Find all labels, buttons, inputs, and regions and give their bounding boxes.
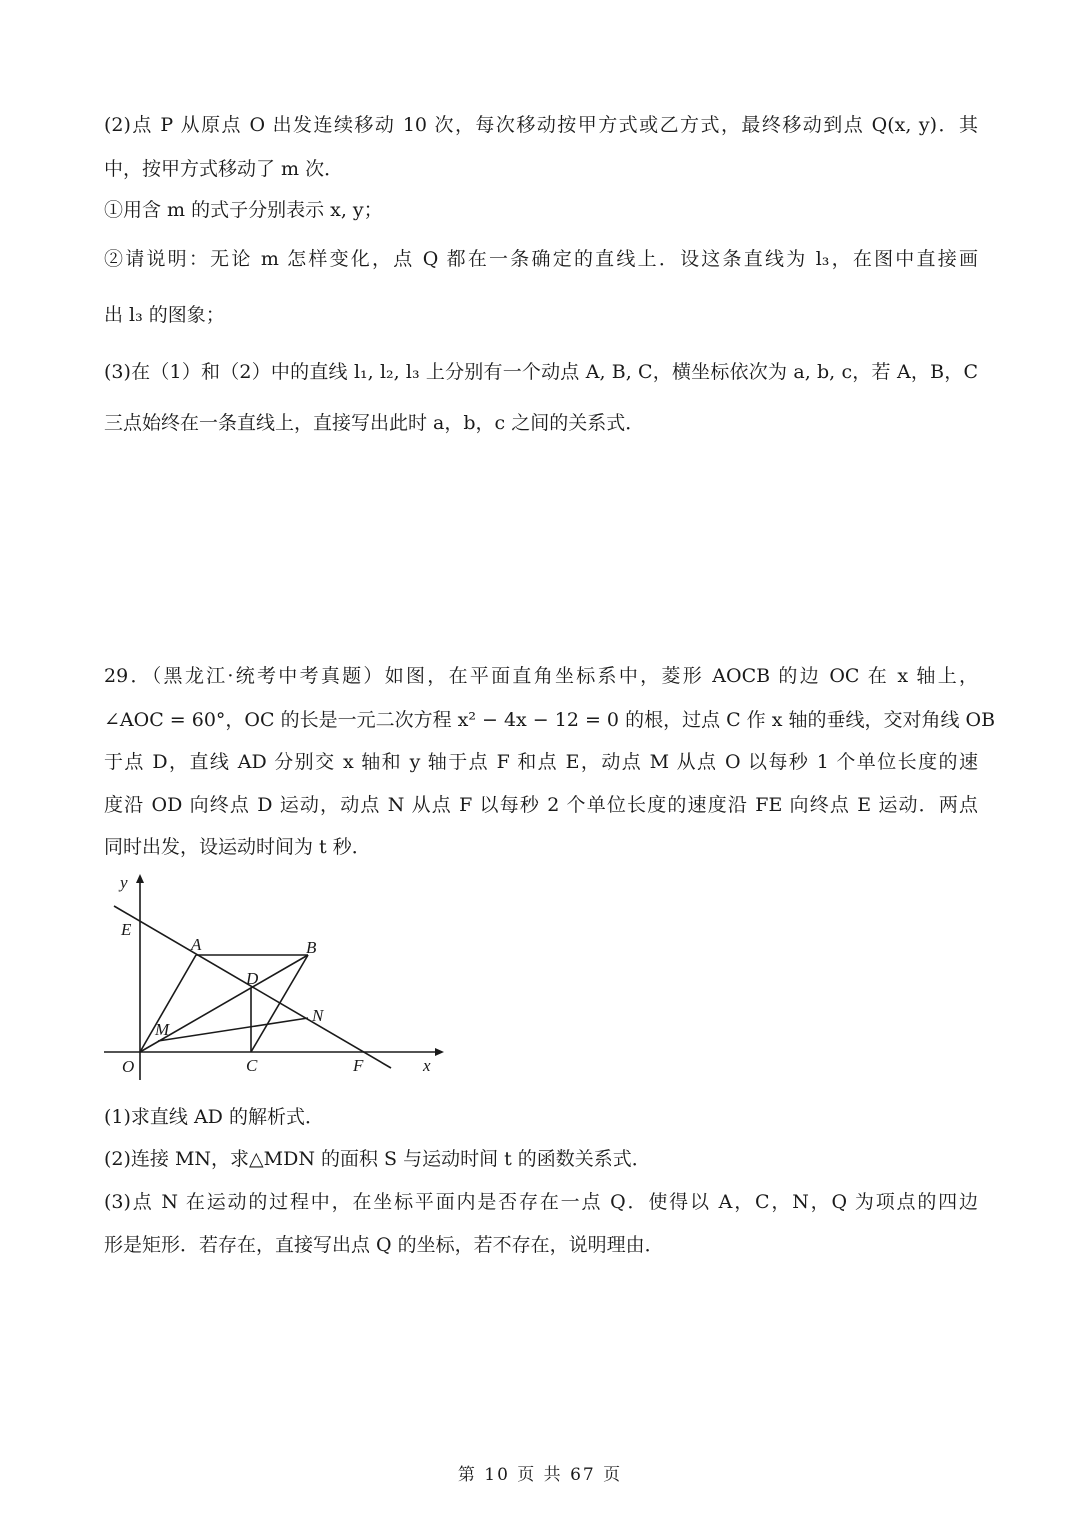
- q2-text-line-2: 中，按甲方式移动了 m 次．: [104, 158, 344, 180]
- q2-text-line-1: (2)点 P 从原点 O 出发连续移动 10 次，每次移动按甲方式或乙方式，最终移动到点 Q(x, y)．其: [104, 114, 978, 136]
- q29-part-3-line-1: (3)点 N 在运动的过程中，在坐标平面内是否存在一点 Q．使得以 A，C，N，Q 为项点的四边: [104, 1191, 978, 1213]
- q29-part-2: (2)连接 MN，求△MDN 的面积 S 与运动时间 t 的函数关系式．: [104, 1148, 651, 1170]
- label-y: y: [120, 873, 128, 892]
- label-F: F: [353, 1056, 364, 1075]
- q2-subquestion-2-line-1: ②请说明：无论 m 怎样变化，点 Q 都在一条确定的直线上．设这条直线为 l₃，在图中直接画: [104, 248, 978, 270]
- label-x: x: [423, 1056, 431, 1075]
- q29-text-line-2: ∠AOC = 60°，OC 的长是一元二次方程 x² − 4x − 12 = 0 的根，过点 C 作 x 轴的垂线，交对角线 OB: [104, 709, 996, 731]
- q3-text-line-2: 三点始终在一条直线上，直接写出此时 a，b，c 之间的关系式．: [104, 412, 645, 434]
- q29-part-3-line-2: 形是矩形．若存在，直接写出点 Q 的坐标，若不存在，说明理由．: [104, 1234, 664, 1256]
- q3-text-line-1: (3)在（1）和（2）中的直线 l₁, l₂, l₃ 上分别有一个动点 A, B, C，横坐标依次为 a, b, c，若 A，B，C: [104, 361, 978, 383]
- label-O: O: [122, 1057, 135, 1076]
- label-C: C: [246, 1056, 258, 1075]
- q2-subquestion-1: ①用含 m 的式子分别表示 x, y；: [104, 199, 383, 221]
- q29-text-line-5: 同时出发，设运动时间为 t 秒．: [104, 836, 371, 858]
- label-N: N: [312, 1006, 324, 1025]
- page-number-footer: 第 10 页 共 67 页: [457, 1465, 623, 1485]
- q29-text-line-1: 29．（黑龙江·统考中考真题）如图，在平面直角坐标系中，菱形 AOCB 的边 OC 在 x 轴上，: [104, 665, 978, 687]
- q2-subquestion-2-line-2: 出 l₃ 的图象；: [104, 304, 225, 326]
- q29-text-line-4: 度沿 OD 向终点 D 运动，动点 N 从点 F 以每秒 2 个单位长度的速度沿 FE 向终点 E 运动．两点: [104, 794, 978, 816]
- q29-text-line-3: 于点 D，直线 AD 分别交 x 轴和 y 轴于点 F 和点 E，动点 M 从点 O 以每秒 1 个单位长度的速: [104, 751, 978, 773]
- q29-part-1: (1)求直线 AD 的解析式．: [104, 1106, 324, 1128]
- label-A: A: [191, 935, 202, 954]
- q29-figure: [100, 868, 450, 1087]
- label-E: E: [121, 920, 132, 939]
- coordinate-diagram: [100, 868, 450, 1083]
- label-M: M: [155, 1020, 170, 1039]
- label-B: B: [306, 938, 317, 957]
- label-D: D: [246, 969, 259, 988]
